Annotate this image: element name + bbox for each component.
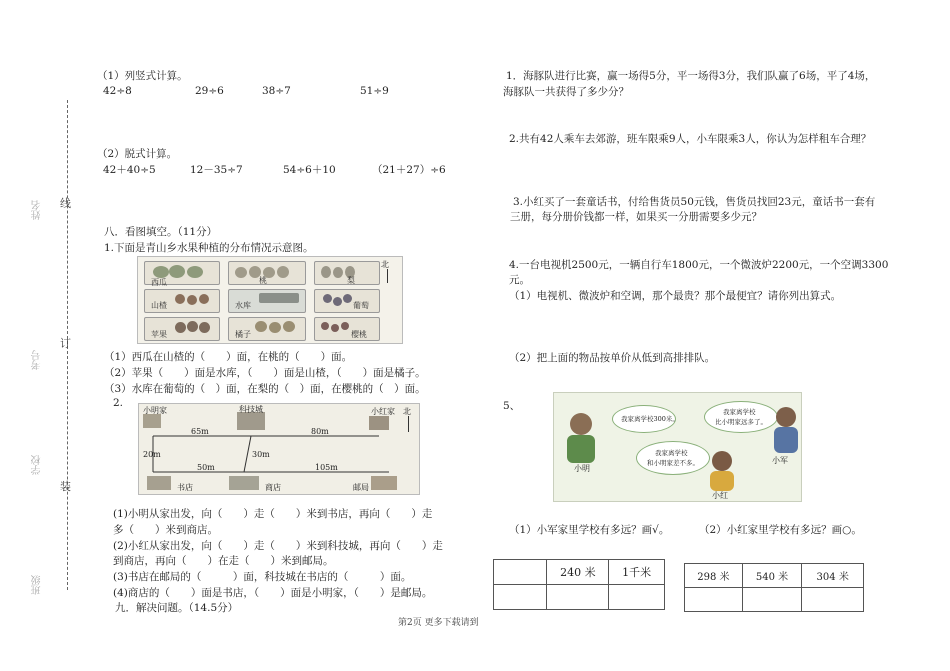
xiaojun-body [774,427,798,453]
grid-cell-hawthorn [144,289,220,313]
answer-table-xiaojun [493,559,665,610]
table2-cell-2: 540 米 [742,564,802,588]
problem-2: 2.共有42人乘车去郊游，班车限乘9人，小车限乘3人，你认为怎样租车合理？ [509,133,872,145]
table1-cell-1 [494,560,547,585]
xiaohong-head [712,451,732,471]
q1-item-3: 38÷7 [262,85,291,97]
grid-cell-cherry [314,317,380,341]
problem-4-line-a: 4.一台电视机2500元，一辆自行车1800元，一个微波炉2200元，一个空调3300 [509,259,889,271]
map-dist-105: 105m [315,463,338,472]
table1-answer-3[interactable] [609,585,665,610]
map-dist-20: 20m [143,450,161,459]
table1-cell-3: 1千米 [609,560,665,585]
grid-cell-apple [144,317,220,341]
kids-distance-illustration [553,392,802,502]
map-label-xiaoming-home: 小明家 [143,406,167,415]
bubble-right [704,401,778,433]
grid-north-arrow [387,269,388,283]
grid-label-hawthorn: 山楂 [151,301,167,310]
bubble-mid-text-b: 和小明家差不多。 [647,459,699,467]
grid-label-cherry: 樱桃 [351,330,367,339]
problem-1-line-b: 海豚队一共获得了多少分？ [503,86,629,98]
grid-label-peach: 桃 [259,276,267,285]
table1-answer-1[interactable] [494,585,547,610]
q2-item-2: 12－35÷7 [190,164,243,176]
q2-item-4: （21＋27）÷6 [372,164,446,176]
section-8-q1-intro: 1.下面是青山乡水果种植的分布情况示意图。 [104,242,314,254]
problem-4-line-b: 元。 [509,274,530,286]
name-xiaohong: 小红 [712,491,728,500]
binding-char-bind: 订 [60,337,71,350]
problem-5-q2: （2）小红家里学校有多远？画○。 [699,524,862,536]
table1-cell-2: 240 米 [547,560,609,585]
answer-table-xiaohong [684,563,864,612]
q2-item-3: 54÷6＋10 [283,164,336,176]
grid-cell-peach [228,261,306,285]
problem-4-sub-2: （2）把上面的物品按单价从低到高排排队。 [509,352,716,364]
table2-answer-3[interactable] [802,588,864,612]
s8-q1-line-1: （1）西瓜在山楂的（ ）面，在桃的（ ）面。 [104,351,353,363]
bubble-mid [636,441,710,475]
q1-item-1: 42÷8 [103,85,132,97]
table2-cell-3: 304 米 [802,564,864,588]
s8-q2-line-4: 到商店，再向（ ）在走（ ）米到邮局。 [113,555,334,567]
q1-title: （1）列竖式计算。 [97,70,188,82]
table2-answer-1[interactable] [685,588,743,612]
map-label-bookstore: 书店 [177,483,193,492]
grid-cell-grape [314,289,380,313]
bubble-left [612,405,679,433]
section-8-title: 八．看图填空。（11分） [104,226,218,238]
section-9-title: 九．解决问题。（14.5分） [115,602,239,614]
problem-5-number: 5、 [503,400,521,412]
q1-item-4: 51÷9 [360,85,389,97]
margin-label-name: 姓名 [32,200,43,220]
margin-label-class: 班级 [32,575,43,595]
grid-label-apple: 苹果 [151,330,167,339]
map-north-arrow [408,416,409,432]
route-map-lines [139,404,419,494]
q1-item-2: 29÷6 [195,85,224,97]
bubble-mid-text-a: 我家离学校 [655,449,688,457]
map-dist-30: 30m [252,450,270,459]
s8-q2-line-1: (1)小明从家出发，向（ ）走（ ）米到书店，再向（ ）走 [113,508,433,520]
map-north-label: 北 [403,407,411,416]
s8-q2-line-5: (3)书店在邮局的（ ）面，科技城在书店的（ ）面。 [113,571,412,583]
map-dist-65: 65m [191,427,209,436]
map-dist-80: 80m [311,427,329,436]
problem-3-line-b: 三册，每分册价钱都一样，如果买一分册需要多少元？ [510,211,762,223]
grid-north-label: 北 [381,260,389,269]
grid-label-watermelon: 西瓜 [151,278,167,287]
bubble-right-text-b: 比小明家远多了。 [715,418,767,426]
grid-cell-orange [228,317,306,341]
binding-char-install: 装 [60,480,71,493]
name-xiaojun: 小军 [772,456,788,465]
map-label-xiaohong-home: 小红家 [371,407,395,416]
s8-q1-line-2: （2）苹果（ ）面是水库，（ ）面是山楂，（ ）面是橘子。 [104,367,426,379]
map-dist-50: 50m [197,463,215,472]
xiaoming-body [567,435,595,463]
s8-q2-number: 2. [113,397,124,409]
name-xiaoming: 小明 [574,464,590,473]
bubble-left-text: 我家离学校300米。 [621,415,679,423]
grid-cell-reservoir [228,289,306,313]
table2-cell-1: 298 米 [685,564,743,588]
xiaohong-body [710,471,734,491]
s8-q1-line-3: （3）水库在葡萄的（ ）面，在梨的（ ）面，在樱桃的（ ）面。 [104,383,426,395]
route-map-picture [138,403,420,495]
margin-label-school: 学校 [32,455,43,475]
xiaoming-head [570,413,592,435]
s8-q2-line-6: (4)商店的（ ）面是书店，（ ）面是小明家，（ ）是邮局。 [113,587,433,599]
problem-4-sub-1: （1）电视机、微波炉和空调，那个最贵？那个最便宜？请你列出算式。 [509,290,842,302]
map-label-post-office: 邮局 [353,483,369,492]
bubble-right-text-a: 我家离学校 [723,408,756,416]
xiaojun-head [776,407,796,427]
q2-title: （2）脱式计算。 [97,148,178,160]
q2-item-1: 42＋40÷5 [103,164,156,176]
table1-answer-2[interactable] [547,585,609,610]
grid-cell-pear [314,261,380,285]
problem-1-line-a: 1．海豚队进行比赛，赢一场得5分，平一场得3分，我们队赢了6场，平了4场， [506,70,876,82]
grid-label-pear: 梨 [347,276,355,285]
grid-label-orange: 橘子 [235,330,251,339]
problem-5-q1: （1）小军家里学校有多远？画√。 [509,524,670,536]
table2-answer-2[interactable] [742,588,802,612]
fruit-distribution-picture [137,256,403,344]
s8-q2-line-3: (2)小红从家出发，向（ ）走（ ）米到科技城，再向（ ）走 [113,540,443,552]
grid-label-reservoir: 水库 [235,301,251,310]
problem-3-line-a: 3.小红买了一套童话书，付给售货员50元钱，售货员找回23元，童话书一套有 [513,196,876,208]
s8-q2-line-2: 多（ ）米到商店。 [113,524,218,536]
map-label-keji: 科技城 [239,405,263,414]
margin-label-exam-no: 考号 [32,350,43,370]
grid-cell-watermelon [144,261,220,285]
map-label-shop: 商店 [265,483,281,492]
binding-char-line: 线 [60,197,71,210]
grid-label-grape: 葡萄 [353,301,369,310]
page-footer: 第2页 更多下载请到 [398,618,479,628]
